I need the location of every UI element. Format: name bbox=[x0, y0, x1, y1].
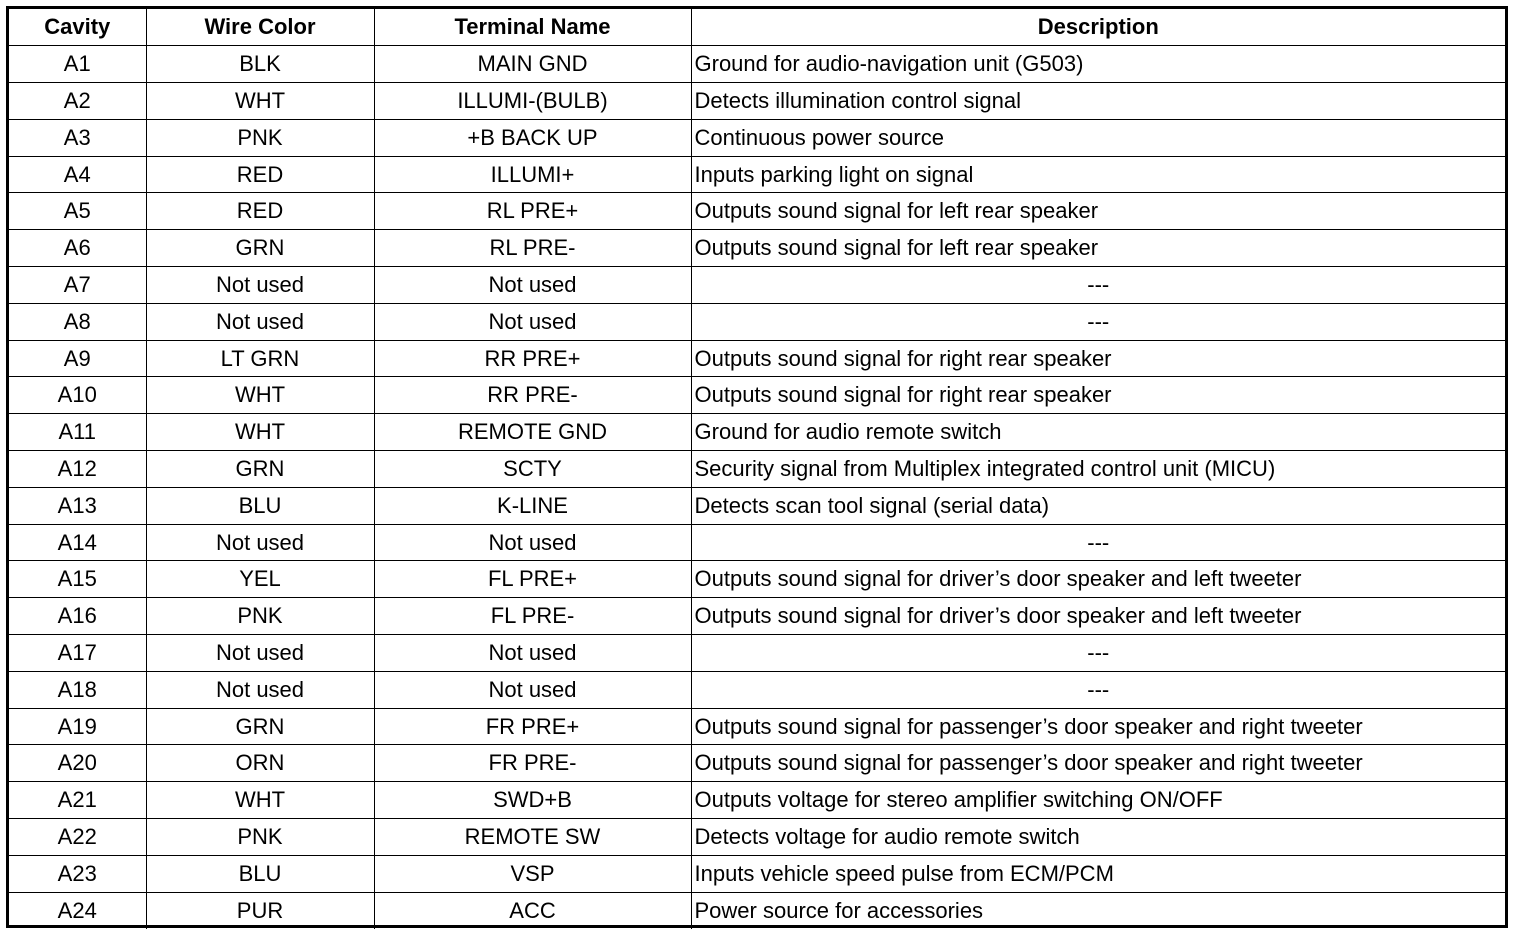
terminal-name-cell: FR PRE- bbox=[374, 745, 691, 782]
terminal-name-cell: SWD+B bbox=[374, 782, 691, 819]
connector-pinout-table bbox=[9, 9, 1505, 929]
wire-color-cell: BLK bbox=[146, 46, 374, 83]
wire-color-cell: ORN bbox=[146, 745, 374, 782]
wire-color-cell: PNK bbox=[146, 819, 374, 856]
table-row bbox=[9, 855, 1505, 892]
wire-color-cell: Not used bbox=[146, 671, 374, 708]
cavity-cell: A11 bbox=[9, 414, 146, 451]
table-row bbox=[9, 819, 1505, 856]
description-cell: Detects illumination control signal bbox=[691, 83, 1505, 120]
cavity-cell: A13 bbox=[9, 487, 146, 524]
cavity-cell: A14 bbox=[9, 524, 146, 561]
description-cell: Outputs sound signal for passenger’s door speaker and right tweeter bbox=[691, 708, 1505, 745]
cavity-cell: A21 bbox=[9, 782, 146, 819]
terminal-name-cell: FL PRE+ bbox=[374, 561, 691, 598]
wire-color-cell: Not used bbox=[146, 635, 374, 672]
cavity-cell: A5 bbox=[9, 193, 146, 230]
terminal-name-cell: RL PRE+ bbox=[374, 193, 691, 230]
cavity-cell: A6 bbox=[9, 230, 146, 267]
cavity-cell: A7 bbox=[9, 267, 146, 304]
wire-color-cell: Not used bbox=[146, 303, 374, 340]
description-cell: Outputs sound signal for left rear speaker bbox=[691, 193, 1505, 230]
table-row bbox=[9, 193, 1505, 230]
wire-color-cell: PUR bbox=[146, 892, 374, 929]
column-header-wire-color: Wire Color bbox=[146, 9, 374, 46]
table-row bbox=[9, 230, 1505, 267]
table-row bbox=[9, 119, 1505, 156]
wire-color-cell: RED bbox=[146, 156, 374, 193]
cavity-cell: A19 bbox=[9, 708, 146, 745]
terminal-name-cell: REMOTE GND bbox=[374, 414, 691, 451]
wire-color-cell: RED bbox=[146, 193, 374, 230]
table-row bbox=[9, 671, 1505, 708]
terminal-name-cell: FL PRE- bbox=[374, 598, 691, 635]
wire-color-cell: WHT bbox=[146, 83, 374, 120]
table-row bbox=[9, 451, 1505, 488]
table-row bbox=[9, 303, 1505, 340]
table-row bbox=[9, 892, 1505, 929]
description-cell: Detects scan tool signal (serial data) bbox=[691, 487, 1505, 524]
wire-color-cell: YEL bbox=[146, 561, 374, 598]
cavity-cell: A9 bbox=[9, 340, 146, 377]
terminal-name-cell: ILLUMI-(BULB) bbox=[374, 83, 691, 120]
wire-color-cell: PNK bbox=[146, 598, 374, 635]
description-cell: Power source for accessories bbox=[691, 892, 1505, 929]
description-cell: --- bbox=[691, 524, 1505, 561]
wire-color-cell: BLU bbox=[146, 487, 374, 524]
terminal-name-cell: SCTY bbox=[374, 451, 691, 488]
terminal-name-cell: Not used bbox=[374, 303, 691, 340]
terminal-name-cell: Not used bbox=[374, 671, 691, 708]
wire-color-cell: PNK bbox=[146, 119, 374, 156]
terminal-name-cell: RR PRE+ bbox=[374, 340, 691, 377]
cavity-cell: A20 bbox=[9, 745, 146, 782]
table-row bbox=[9, 156, 1505, 193]
terminal-name-cell: Not used bbox=[374, 524, 691, 561]
description-cell: --- bbox=[691, 635, 1505, 672]
table-row bbox=[9, 782, 1505, 819]
wire-color-cell: Not used bbox=[146, 524, 374, 561]
wire-color-cell: GRN bbox=[146, 708, 374, 745]
description-cell: Ground for audio-navigation unit (G503) bbox=[691, 46, 1505, 83]
cavity-cell: A15 bbox=[9, 561, 146, 598]
table-body bbox=[9, 46, 1505, 929]
table-header-row bbox=[9, 9, 1505, 46]
wire-color-cell: Not used bbox=[146, 267, 374, 304]
cavity-cell: A10 bbox=[9, 377, 146, 414]
terminal-name-cell: RL PRE- bbox=[374, 230, 691, 267]
column-header-cavity: Cavity bbox=[9, 9, 146, 46]
terminal-name-cell: +B BACK UP bbox=[374, 119, 691, 156]
cavity-cell: A1 bbox=[9, 46, 146, 83]
table-row bbox=[9, 635, 1505, 672]
table-row bbox=[9, 487, 1505, 524]
description-cell: Outputs sound signal for driver’s door speaker and left tweeter bbox=[691, 598, 1505, 635]
wire-color-cell: WHT bbox=[146, 782, 374, 819]
connector-pinout-table-frame bbox=[6, 6, 1508, 928]
table-row bbox=[9, 414, 1505, 451]
description-cell: Ground for audio remote switch bbox=[691, 414, 1505, 451]
wire-color-cell: WHT bbox=[146, 377, 374, 414]
description-cell: Continuous power source bbox=[691, 119, 1505, 156]
cavity-cell: A8 bbox=[9, 303, 146, 340]
wire-color-cell: LT GRN bbox=[146, 340, 374, 377]
table-row bbox=[9, 267, 1505, 304]
table-row bbox=[9, 598, 1505, 635]
terminal-name-cell: K-LINE bbox=[374, 487, 691, 524]
terminal-name-cell: MAIN GND bbox=[374, 46, 691, 83]
terminal-name-cell: Not used bbox=[374, 267, 691, 304]
cavity-cell: A16 bbox=[9, 598, 146, 635]
column-header-description: Description bbox=[691, 9, 1505, 46]
table-row bbox=[9, 340, 1505, 377]
cavity-cell: A2 bbox=[9, 83, 146, 120]
table-row bbox=[9, 377, 1505, 414]
table-row bbox=[9, 708, 1505, 745]
description-cell: Outputs sound signal for left rear speaker bbox=[691, 230, 1505, 267]
cavity-cell: A3 bbox=[9, 119, 146, 156]
table-row bbox=[9, 46, 1505, 83]
description-cell: Outputs sound signal for right rear speaker bbox=[691, 340, 1505, 377]
table-row bbox=[9, 83, 1505, 120]
description-cell: Outputs voltage for stereo amplifier switching ON/OFF bbox=[691, 782, 1505, 819]
cavity-cell: A23 bbox=[9, 855, 146, 892]
description-cell: Outputs sound signal for right rear speaker bbox=[691, 377, 1505, 414]
cavity-cell: A4 bbox=[9, 156, 146, 193]
terminal-name-cell: ACC bbox=[374, 892, 691, 929]
cavity-cell: A18 bbox=[9, 671, 146, 708]
description-cell: --- bbox=[691, 303, 1505, 340]
description-cell: --- bbox=[691, 267, 1505, 304]
cavity-cell: A17 bbox=[9, 635, 146, 672]
description-cell: Inputs parking light on signal bbox=[691, 156, 1505, 193]
table-row bbox=[9, 561, 1505, 598]
terminal-name-cell: FR PRE+ bbox=[374, 708, 691, 745]
terminal-name-cell: REMOTE SW bbox=[374, 819, 691, 856]
wire-color-cell: GRN bbox=[146, 451, 374, 488]
cavity-cell: A12 bbox=[9, 451, 146, 488]
cavity-cell: A22 bbox=[9, 819, 146, 856]
description-cell: Outputs sound signal for passenger’s door speaker and right tweeter bbox=[691, 745, 1505, 782]
wire-color-cell: GRN bbox=[146, 230, 374, 267]
description-cell: Detects voltage for audio remote switch bbox=[691, 819, 1505, 856]
description-cell: Outputs sound signal for driver’s door speaker and left tweeter bbox=[691, 561, 1505, 598]
description-cell: --- bbox=[691, 671, 1505, 708]
terminal-name-cell: Not used bbox=[374, 635, 691, 672]
table-row bbox=[9, 524, 1505, 561]
wire-color-cell: WHT bbox=[146, 414, 374, 451]
column-header-terminal-name: Terminal Name bbox=[374, 9, 691, 46]
wire-color-cell: BLU bbox=[146, 855, 374, 892]
cavity-cell: A24 bbox=[9, 892, 146, 929]
terminal-name-cell: VSP bbox=[374, 855, 691, 892]
description-cell: Security signal from Multiplex integrated control unit (MICU) bbox=[691, 451, 1505, 488]
terminal-name-cell: ILLUMI+ bbox=[374, 156, 691, 193]
description-cell: Inputs vehicle speed pulse from ECM/PCM bbox=[691, 855, 1505, 892]
table-row bbox=[9, 745, 1505, 782]
terminal-name-cell: RR PRE- bbox=[374, 377, 691, 414]
